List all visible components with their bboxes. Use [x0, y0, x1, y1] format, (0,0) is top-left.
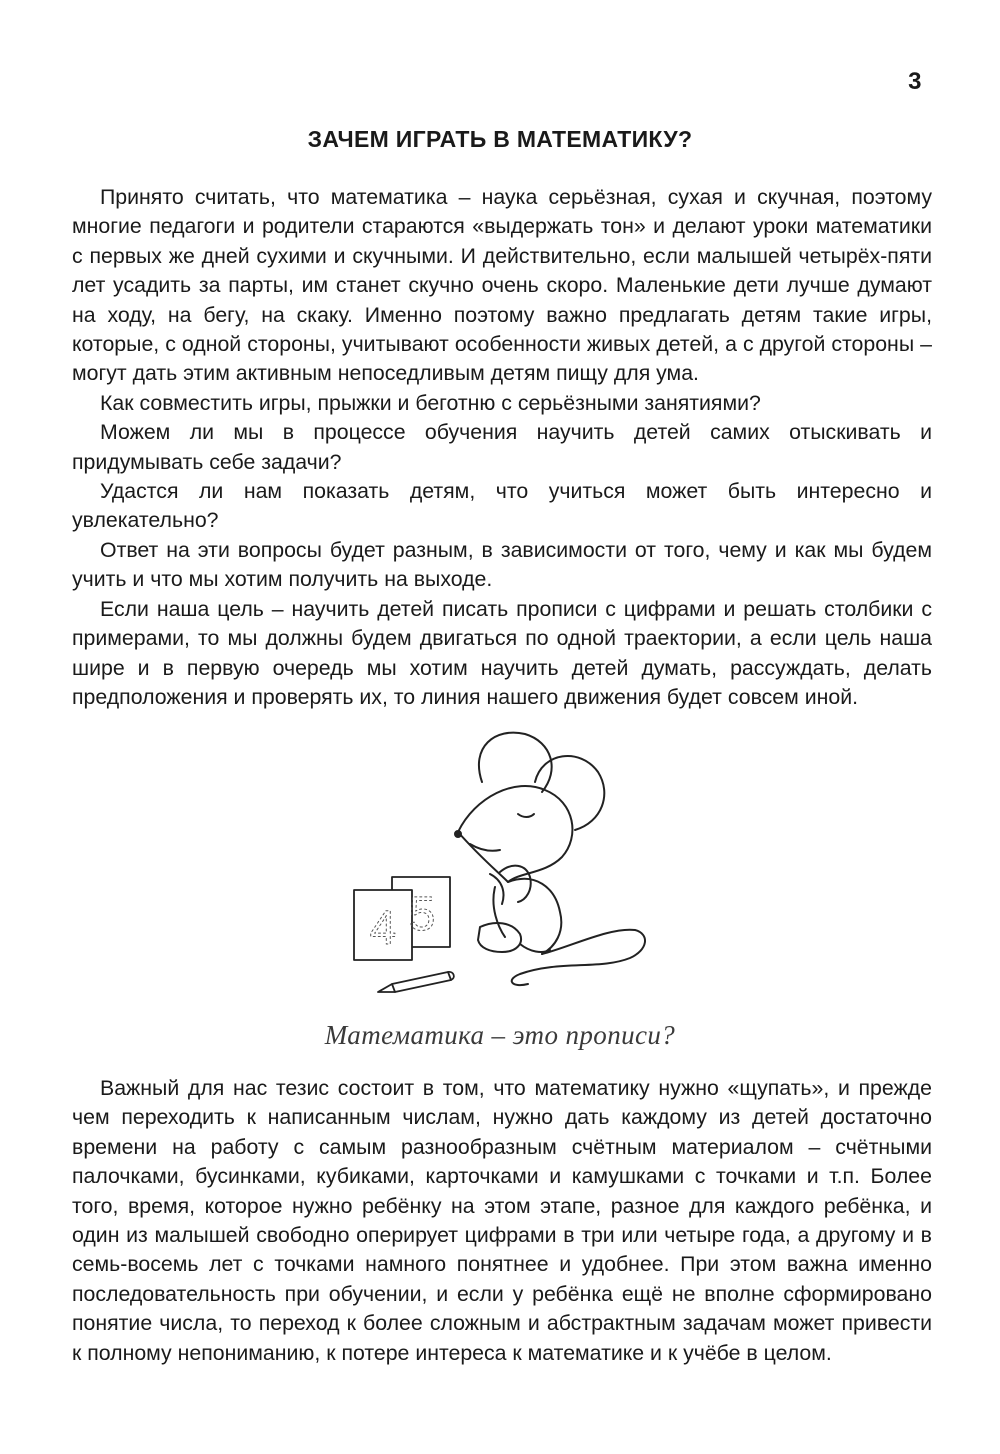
mouse-ear-right	[535, 756, 604, 830]
number-cards	[354, 877, 450, 960]
paragraph: Если наша цель – научить детей писать прописи с цифрами и решать столбики с примерами, то мы должны будем двигаться по одной траектории, а если цель наша шире и в первую очередь мы хотим научить детей думать, рассуждать, делать предположения и проверять их, то линия нашего движения будет совсем иной.	[72, 596, 932, 709]
card-digit: 4	[369, 902, 397, 955]
page-title: ЗАЧЕМ ИГРАТЬ В МАТЕМАТИКУ?	[307, 126, 693, 152]
illustration-caption: Математика – это прописи?	[324, 1020, 676, 1050]
mouse-eye	[518, 814, 534, 817]
thesis-section	[72, 1074, 932, 1368]
paragraph: Можем ли мы в процессе обучения научить детей самих отыскивать и придумывать себе задачи?	[72, 420, 932, 474]
paragraph: Удастся ли нам показать детям, что учиться может быть интересно и увлекательно?	[72, 479, 932, 533]
mouse-illustration	[330, 722, 660, 1007]
mouse-head	[458, 786, 572, 882]
paragraph: Как совместить игры, прыжки и беготню с серьёзными занятиями?	[100, 390, 761, 415]
paragraph: Важный для нас тезис состоит в том, что математику нужно «щупать», и прежде чем переходить к написанным числам, нужно дать каждому из детей достаточно времени на работу с самым разнообразным счётным материалом – счётными палочками, бусинками, кубиками, карточками и камушками с точками и т.п. Более того, время, которое нужно ребёнку на этом этапе, разное для каждого ребёнка, и один из малышей свободно оперирует цифрами в три или четыре года, а другому и в семь-восемь лет с точками намного понятнее и удобнее. При этом важна именно последовательность при обучении, и если у ребёнка ещё не вполне сформировано понятие числа, то переход к более сложным и абстрактным задачам может привести к полному непониманию, к потере интереса к математике и к учёбе в целом.	[72, 1076, 932, 1365]
mouse-body	[508, 879, 561, 954]
paragraph: Ответ на эти вопросы будет разным, в зависимости от того, чему и как мы будем учить и что мы хотим получить на выходе.	[72, 537, 932, 592]
intro-section	[72, 183, 932, 712]
page-number: 3	[908, 68, 922, 95]
pencil	[378, 972, 454, 992]
mouse-tail	[512, 930, 645, 985]
mouse-nose	[455, 831, 461, 837]
mouse-ear-left	[479, 733, 552, 792]
paragraph: Принято считать, что математика – наука серьёзная, сухая и скучная, поэтому многие педагоги и родители стараются «выдержать тон» и делают уроки математики с первых же дней сухими и скучными. И действительно, если малышей четырёх-пяти лет усадить за парты, им станет скучно очень скоро. Маленькие дети лучше думают на ходу, на бегу, на скаку. Именно поэтому важно предлагать детям такие игры, которые, с одной стороны, учитывают особенности живых детей, а с другой стороны – могут дать этим активным непоседливым детям пищу для ума.	[72, 185, 932, 386]
card-digit: 5	[408, 888, 436, 941]
